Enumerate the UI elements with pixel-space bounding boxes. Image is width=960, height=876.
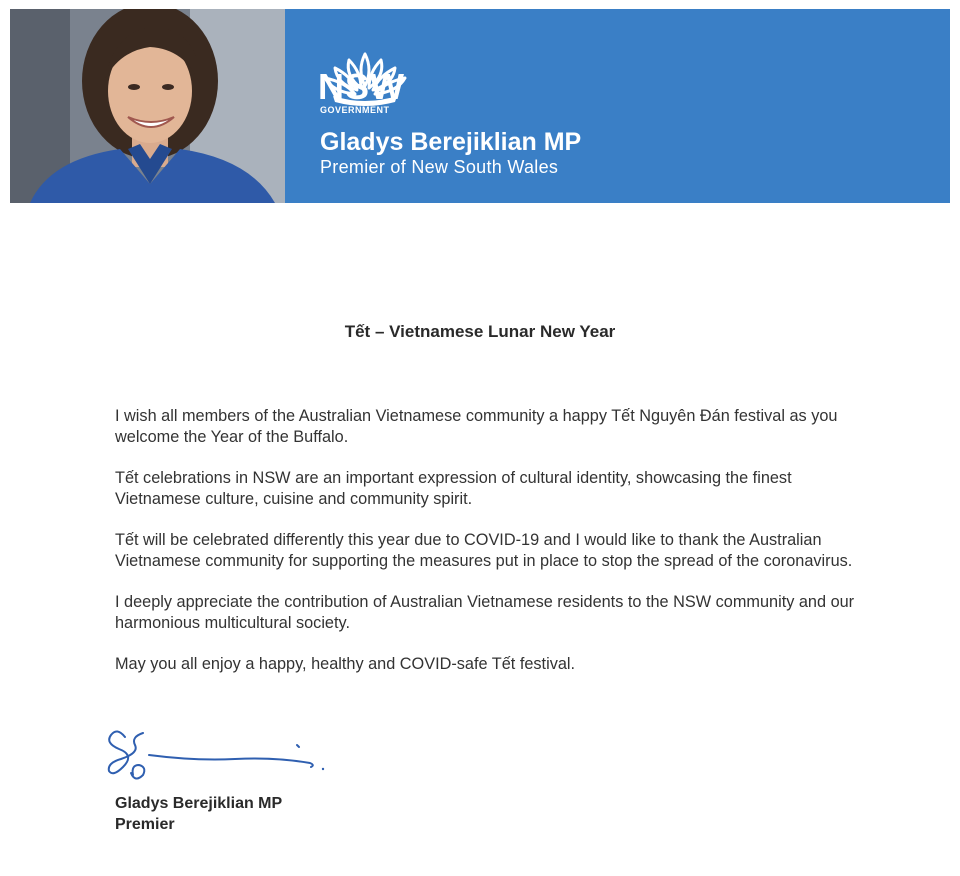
letter-body	[115, 406, 860, 695]
government-logo-subtext: GOVERNMENT	[320, 105, 390, 115]
letter-paragraph: Tết will be celebrated differently this year due to COVID-19 and I would like to thank the Australian Vietnamese community for supporting the measures put in place to stop the spread of the coronavirus.	[115, 531, 853, 570]
signoff-role: Premier	[115, 816, 175, 833]
header-banner	[10, 9, 950, 203]
header-role: Premier of New South Wales	[320, 157, 559, 177]
letter-paragraph: I deeply appreciate the contribution of Australian Vietnamese residents to the NSW community and our harmonious multicultural society.	[115, 593, 855, 632]
letter-title: Tết – Vietnamese Lunar New Year	[344, 322, 616, 341]
letter-paragraph: Tết celebrations in NSW are an important expression of cultural identity, showcasing the finest Vietnamese culture, cuisine and community spirit.	[115, 469, 792, 508]
handwritten-signature	[105, 725, 335, 795]
letter-paragraph: May you all enjoy a happy, healthy and COVID-safe Tết festival.	[115, 655, 576, 673]
header-name: Gladys Berejiklian MP	[320, 128, 582, 156]
portrait-illustration	[10, 9, 285, 203]
signoff-name: Gladys Berejiklian MP	[115, 795, 283, 812]
letter-paragraph: I wish all members of the Australian Vietnamese community a happy Tết Nguyên Đán festival as you welcome the Year of the Buffalo.	[115, 407, 838, 446]
nsw-logo-text: NSW	[318, 66, 405, 107]
premier-portrait	[10, 9, 285, 203]
